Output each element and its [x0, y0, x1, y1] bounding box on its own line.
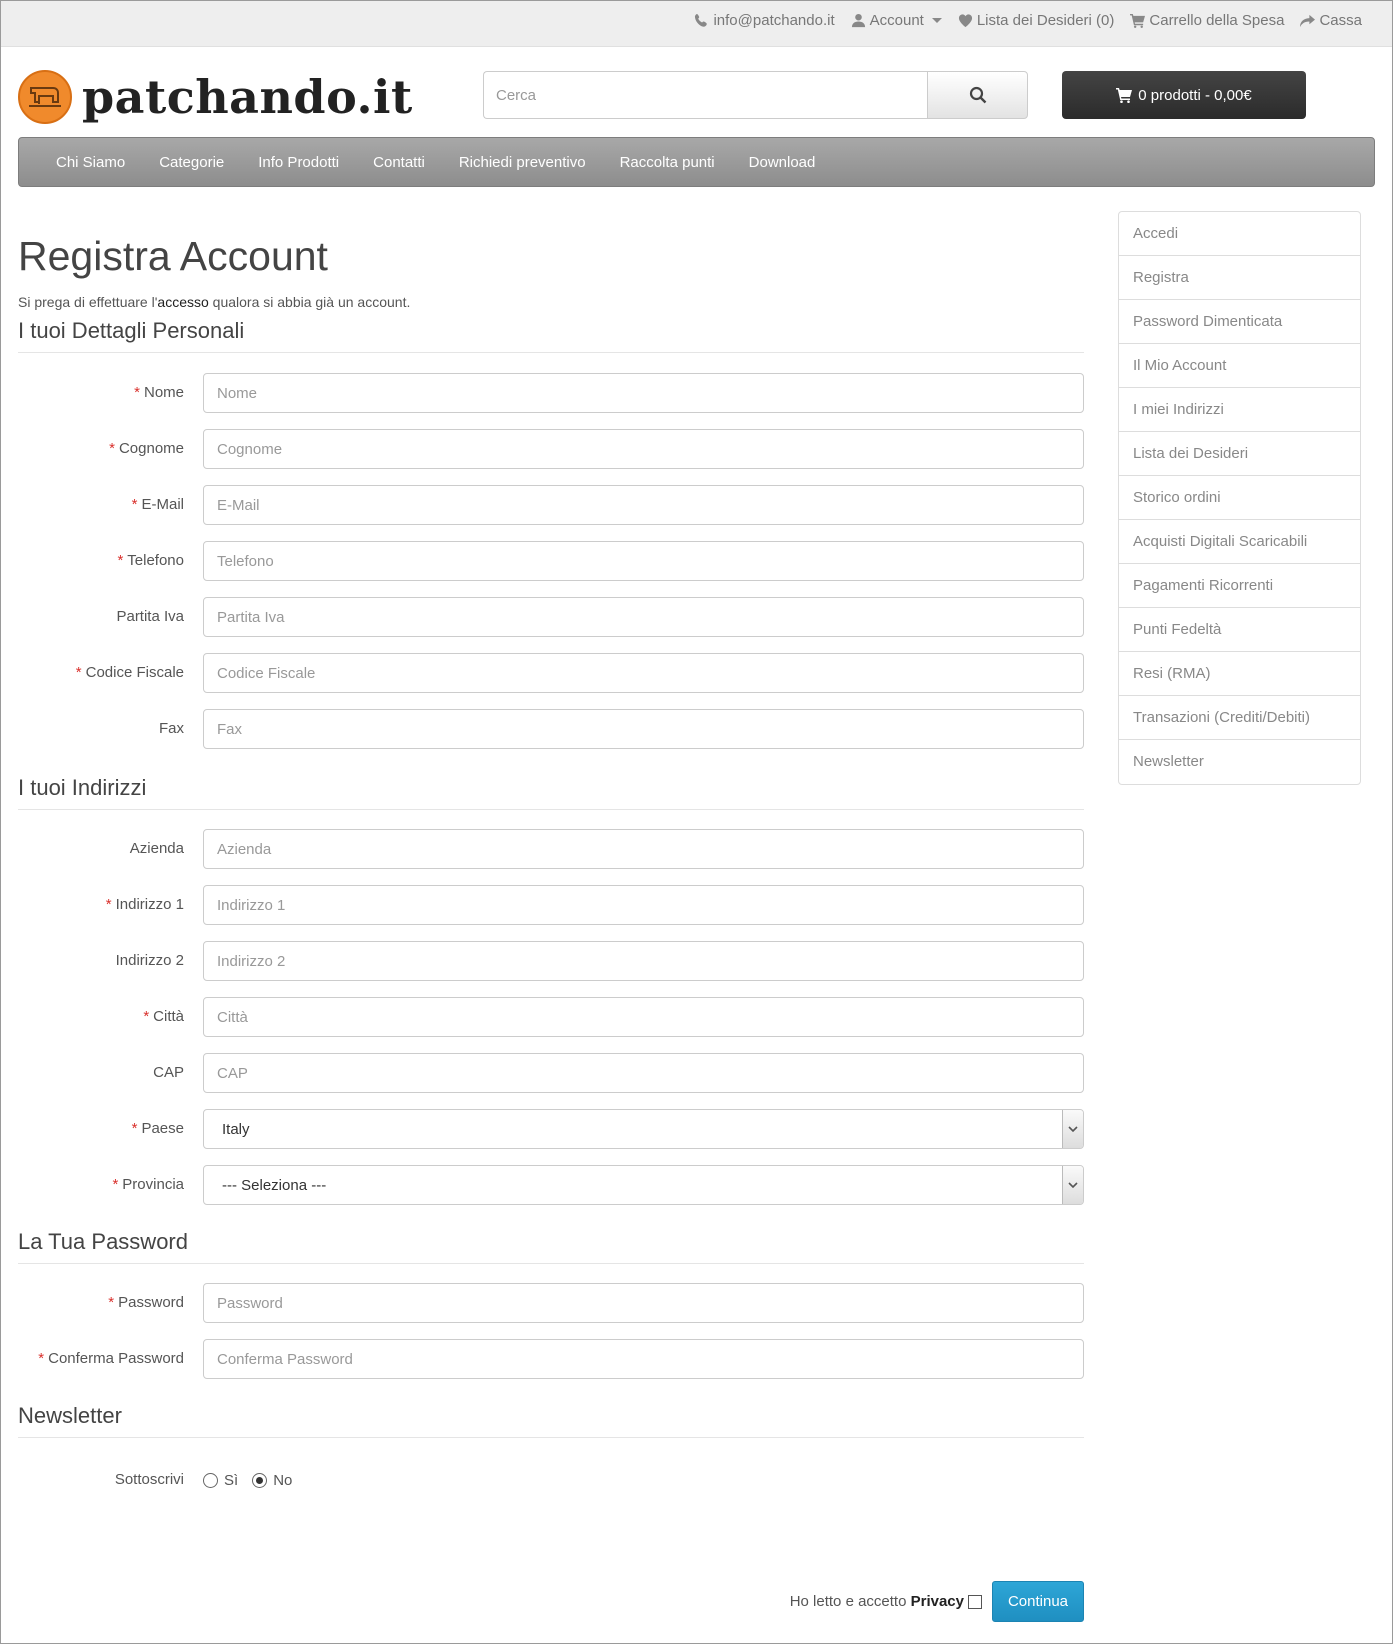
required-marker: *	[75, 664, 82, 681]
telephone-label	[117, 541, 184, 581]
page-title: Registra Account	[18, 233, 328, 279]
checkout-label: Cassa	[1319, 11, 1362, 29]
password-label-text: Password	[118, 1294, 184, 1311]
row-vat	[18, 597, 1084, 637]
lastname-input[interactable]	[203, 429, 1084, 469]
account-label: Account	[869, 11, 924, 29]
main-nav	[18, 137, 1375, 187]
city-label-text: Città	[153, 1008, 184, 1025]
caret-down-icon	[932, 18, 942, 23]
address1-input[interactable]	[203, 885, 1084, 925]
wishlist-label: Lista dei Desideri (0)	[976, 11, 1115, 29]
lastname-label	[109, 429, 184, 469]
sidebar-item-desideri[interactable]: Lista dei Desideri	[1119, 432, 1360, 476]
zone-label-text: Provincia	[122, 1176, 184, 1193]
fax-label: Fax	[158, 720, 184, 737]
taxcode-input[interactable]	[203, 653, 1084, 693]
required-marker: *	[131, 496, 138, 513]
intro-text	[18, 294, 410, 310]
sidebar-item-password-dimenticata[interactable]: Password Dimenticata	[1119, 300, 1360, 344]
cart-total: 0 prodotti - 0,00€	[1138, 86, 1252, 104]
search-input[interactable]	[483, 71, 927, 119]
sidebar-item-indirizzi[interactable]: I miei Indirizzi	[1119, 388, 1360, 432]
chevron-down-icon	[1062, 1110, 1083, 1148]
firstname-label	[134, 373, 184, 413]
postcode-input[interactable]	[203, 1053, 1084, 1093]
company-input[interactable]	[203, 829, 1084, 869]
continue-button[interactable]: Continua	[992, 1581, 1084, 1622]
privacy-link[interactable]: Privacy	[910, 1592, 964, 1610]
sidebar-item-mio-account[interactable]: Il Mio Account	[1119, 344, 1360, 388]
newsletter-radio-group	[203, 1460, 292, 1500]
telephone-label-text: Telefono	[127, 552, 184, 569]
vat-input[interactable]	[203, 597, 1084, 637]
firstname-input[interactable]	[203, 373, 1084, 413]
nav-info-prodotti[interactable]: Info Prodotti	[258, 153, 340, 171]
search-icon	[969, 86, 987, 104]
sidebar-item-storico-ordini[interactable]: Storico ordini	[1119, 476, 1360, 520]
section-addresses: I tuoi Indirizzi	[18, 775, 1084, 810]
firstname-label-text: Nome	[143, 384, 184, 401]
email-label-text: E-Mail	[141, 496, 184, 513]
top-links	[694, 1, 1362, 39]
section-personal-details: I tuoi Dettagli Personali	[18, 318, 1084, 353]
city-label	[143, 997, 184, 1037]
vat-label: Partita Iva	[116, 608, 184, 625]
sewing-machine-icon	[18, 70, 72, 124]
cart-button[interactable]	[1062, 71, 1306, 119]
sidebar-item-transazioni[interactable]: Transazioni (Crediti/Debiti)	[1119, 696, 1360, 740]
address2-input[interactable]	[203, 941, 1084, 981]
agree-label: Ho letto e accetto	[789, 1592, 911, 1610]
address2-label: Indirizzo 2	[115, 952, 184, 969]
privacy-checkbox[interactable]	[968, 1595, 982, 1609]
share-icon	[1300, 13, 1315, 28]
nav-chi-siamo[interactable]: Chi Siamo	[56, 153, 126, 171]
required-marker: *	[108, 1294, 115, 1311]
fax-input[interactable]	[203, 709, 1084, 749]
row-zone	[18, 1165, 1084, 1205]
zone-label	[112, 1165, 184, 1205]
row-city	[18, 997, 1084, 1037]
shopping-cart-icon	[1130, 13, 1145, 28]
sidebar-item-registra[interactable]: Registra	[1119, 256, 1360, 300]
required-marker: *	[143, 1008, 150, 1025]
nav-richiedi-preventivo[interactable]: Richiedi preventivo	[458, 153, 586, 171]
email-label	[132, 485, 184, 525]
section-password: La Tua Password	[18, 1229, 1084, 1264]
radio-circle-selected	[252, 1473, 267, 1488]
required-marker: *	[109, 440, 115, 457]
intro-after: qualora si abbia già un account.	[208, 294, 411, 310]
country-select[interactable]	[203, 1109, 1084, 1149]
email-link[interactable]	[694, 12, 834, 29]
search-button[interactable]	[927, 71, 1028, 119]
sidebar-item-newsletter[interactable]: Newsletter	[1133, 753, 1204, 770]
sidebar-item-accedi[interactable]: Accedi	[1119, 212, 1360, 256]
password-input[interactable]	[203, 1283, 1084, 1323]
confirm-label-text: Conferma Password	[48, 1350, 184, 1367]
zone-value: --- Seleziona ---	[222, 1176, 327, 1194]
row-email	[18, 485, 1084, 525]
nav-categorie[interactable]: Categorie	[159, 153, 225, 171]
cart-link[interactable]	[1130, 12, 1284, 29]
shopping-cart-icon	[1116, 87, 1132, 103]
heart-icon	[958, 13, 973, 28]
cart-label: Carrello della Spesa	[1149, 11, 1285, 29]
row-country	[18, 1109, 1084, 1149]
lastname-label-text: Cognome	[118, 440, 184, 457]
taxcode-label-text: Codice Fiscale	[85, 664, 184, 681]
wishlist-link[interactable]	[958, 12, 1115, 29]
account-dropdown[interactable]	[851, 12, 942, 29]
row-taxcode	[18, 653, 1084, 693]
row-confirm	[18, 1339, 1084, 1379]
checkout-link[interactable]	[1300, 12, 1362, 29]
radio-circle	[203, 1473, 218, 1488]
required-marker: *	[131, 1120, 138, 1137]
row-newsletter	[18, 1460, 1084, 1500]
nav-download[interactable]: Download	[748, 153, 816, 171]
required-marker: *	[112, 1176, 119, 1193]
sidebar-item-acquisti-digitali[interactable]: Acquisti Digitali Scaricabili	[1119, 520, 1360, 564]
newsletter-label: Sottoscrivi	[114, 1471, 184, 1488]
row-fax	[18, 709, 1084, 749]
row-address2	[18, 941, 1084, 981]
sidebar-item-pagamenti-ricorrenti[interactable]: Pagamenti Ricorrenti	[1119, 564, 1360, 608]
company-label: Azienda	[129, 840, 184, 857]
user-icon	[851, 13, 866, 28]
intro-before: Si prega di effettuare l'	[18, 294, 158, 310]
country-label	[132, 1109, 184, 1149]
newsletter-yes-label: Sì	[224, 1471, 239, 1489]
required-marker: *	[117, 552, 124, 569]
site-logo[interactable]	[18, 70, 413, 124]
row-postcode	[18, 1053, 1084, 1093]
row-telephone	[18, 541, 1084, 581]
newsletter-yes-radio[interactable]	[203, 1472, 238, 1489]
row-company	[18, 829, 1084, 869]
confirm-label	[38, 1339, 184, 1379]
row-password	[18, 1283, 1084, 1323]
chevron-down-icon	[1062, 1166, 1083, 1204]
country-label-text: Paese	[141, 1120, 184, 1137]
address1-label	[106, 885, 184, 925]
row-lastname	[18, 429, 1084, 469]
sidebar-item-resi[interactable]: Resi (RMA)	[1119, 652, 1360, 696]
search-bar	[483, 71, 1028, 119]
address1-label-text: Indirizzo 1	[115, 896, 184, 913]
required-marker: *	[38, 1350, 45, 1367]
telephone-input[interactable]	[203, 541, 1084, 581]
city-input[interactable]	[203, 997, 1084, 1037]
row-firstname	[18, 373, 1084, 413]
zone-select[interactable]	[203, 1165, 1084, 1205]
agree-row	[790, 1581, 1084, 1621]
logo-text: patchando.it	[82, 70, 413, 124]
email-label: info@patchando.it	[713, 11, 835, 29]
confirm-password-input[interactable]	[203, 1339, 1084, 1379]
nav-contatti[interactable]: Contatti	[373, 153, 425, 171]
phone-icon	[694, 13, 709, 28]
sidebar-item-punti-fedelta[interactable]: Punti Fedeltà	[1119, 608, 1360, 652]
country-value: Italy	[222, 1120, 250, 1138]
row-address1	[18, 885, 1084, 925]
nav-raccolta-punti[interactable]: Raccolta punti	[619, 153, 715, 171]
newsletter-no-label: No	[273, 1471, 293, 1489]
top-bar	[1, 1, 1392, 47]
section-newsletter: Newsletter	[18, 1403, 1084, 1438]
agree-text	[790, 1593, 982, 1610]
postcode-label: CAP	[153, 1064, 184, 1081]
newsletter-no-radio[interactable]	[252, 1472, 292, 1489]
required-marker: *	[105, 896, 112, 913]
password-label	[108, 1283, 184, 1323]
account-sidebar	[1118, 211, 1361, 785]
login-link[interactable]: accesso	[157, 294, 209, 310]
email-input[interactable]	[203, 485, 1084, 525]
taxcode-label	[76, 653, 184, 693]
required-marker: *	[134, 384, 140, 401]
